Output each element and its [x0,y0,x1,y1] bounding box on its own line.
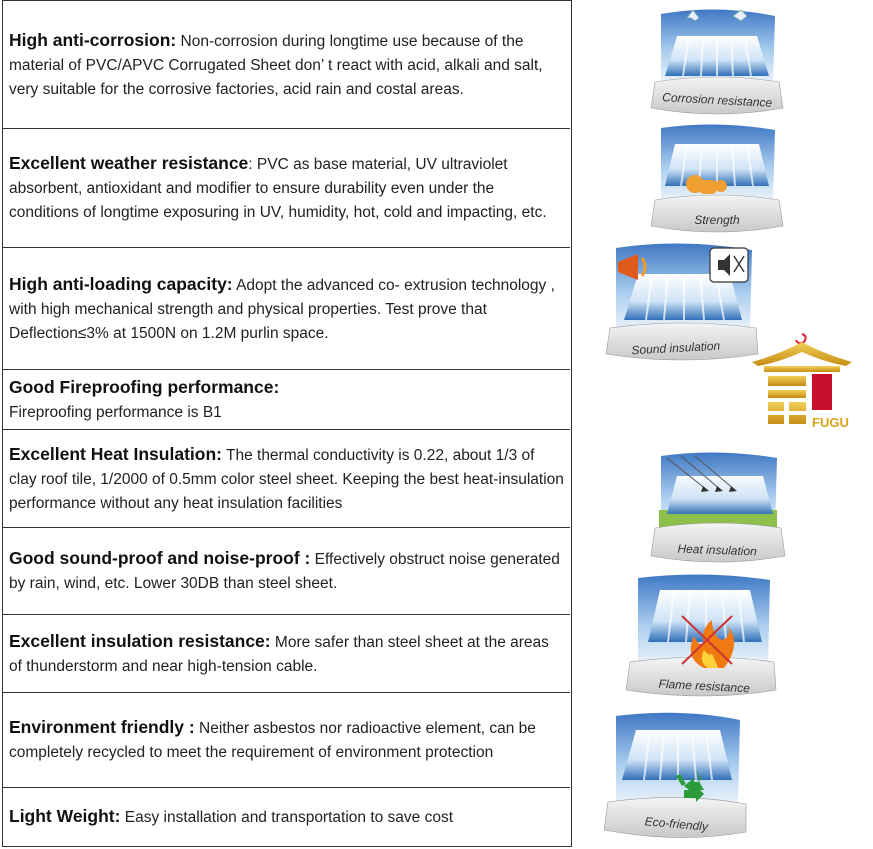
feature-text [9,442,564,516]
feature-row [3,1,570,128]
feature-body: Adopt the advanced co- extrusion technology , with high mechanical strength and physical properties. Test prove that Deflection≤3% at 1500N on 1.2M purlin space. [9,276,555,342]
feature-body: Easy installation and transportation to save cost [120,809,454,826]
tile-caption: Sound insulation [631,338,721,358]
feature-row [3,787,570,846]
feature-text [9,629,564,679]
feature-body: : PVC as base material, UV ultraviolet absorbent, antioxidant and modifier to ensure durability even under the conditions of longtime exposuring in UV, humidity, hot, cold and impacting, etc. [9,156,547,221]
feature-row [3,128,570,247]
feature-title: Light Weight: [9,806,121,826]
feature-body: Neither asbestos nor radioactive element, can be completely recycled to meet the requirement of environment protection [9,720,536,761]
strength-tile [647,122,787,238]
tile-caption: Strength [694,213,740,227]
seal-icon [812,374,832,410]
feature-text [9,546,564,596]
heat-insulation-tile [647,450,789,568]
feature-body: The thermal conductivity is 0.22, about 1/3 of clay roof tile, 1/2000 of 0.5mm color steel sheet. Keeping the best heat-insulation performance without any heat insulation facilities [9,446,564,512]
sound-icon [710,248,748,282]
logo-text: FUGU [812,415,849,430]
feature-title: Excellent insulation resistance: [9,630,271,651]
feature-body: Effectively obstruct noise generated by rain, wind, etc. Lower 30DB than steel sheet. [9,551,560,592]
feature-title: Good sound-proof and noise-proof : [9,548,311,568]
feature-row [3,369,570,429]
roof-sheet-icon [665,36,769,76]
feature-title: Good Fireproofing performance: [9,376,280,397]
feature-text [9,375,279,425]
features-table [2,0,572,847]
feature-illustrations [572,0,873,849]
fugu-logo [750,332,854,432]
feature-row [3,247,570,369]
tile-caption: Corrosion resistance [661,90,773,110]
tile-caption: Eco-friendly [644,814,709,834]
feature-title: High anti-loading capacity: [9,273,233,294]
flame-resistance-tile [620,572,780,702]
feature-row [3,692,570,787]
corrosion-resistance-tile [647,6,787,118]
tile-caption: Flame resistance [658,676,751,696]
feature-text [9,151,564,225]
feature-title: High anti-corrosion: [9,29,177,50]
sound-insulation-tile [602,240,762,366]
logo-glyph [768,376,806,424]
feature-row [3,429,570,527]
feature-body: More safer than steel sheet at the areas of thunderstorm and near high-tension cable. [9,633,549,675]
feature-text [9,272,564,346]
feature-text [9,804,453,830]
feature-body: Non-corrosion during longtime use because of the material of PVC/APVC Corrugated Sheet don’ t react with acid, alkali and salt, very suitable for the corrosive factories, acid rain and costal areas. [9,32,543,98]
tile-caption: Heat insulation [677,541,758,559]
feature-title: Environment friendly : [9,717,195,737]
feature-row [3,527,570,614]
feature-text [9,715,564,765]
feature-title: Excellent Heat Insulation: [9,443,222,464]
eco-friendly-tile [600,710,750,840]
feature-row [3,614,570,692]
feature-text [9,28,564,102]
feature-title: Excellent weather resistance [9,153,249,173]
feature-body: Fireproofing performance is B1 [9,403,222,421]
